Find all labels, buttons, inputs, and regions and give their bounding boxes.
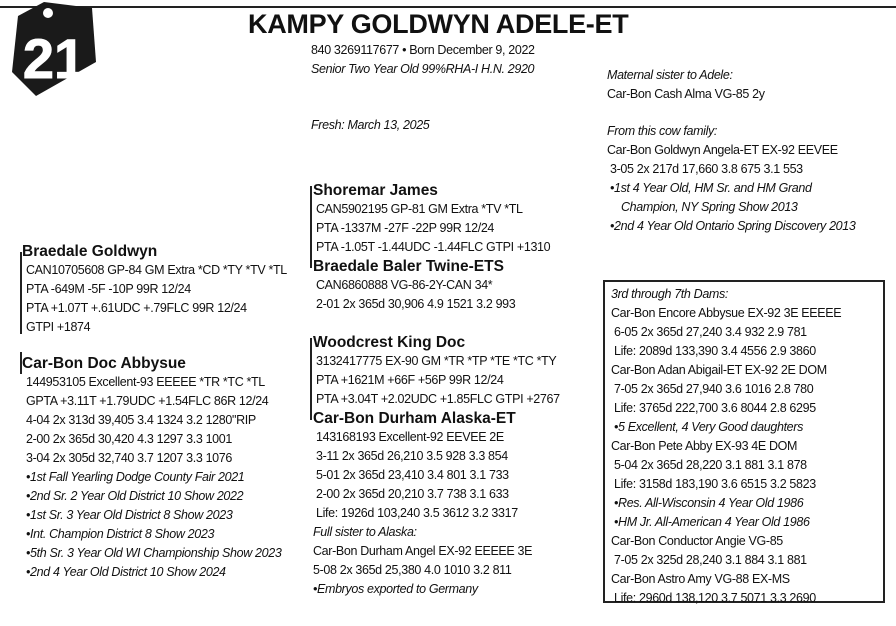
tag-hole	[43, 8, 53, 18]
dam-dam-info: 143168193 Excellent-92 EEVEE 2E	[316, 430, 504, 444]
sire-dam-info: CAN6860888 VG-86-2Y-CAN 34*	[316, 278, 493, 292]
dam-dam-lifetime: Life: 1926d 103,240 3.5 3612 3.2 3317	[316, 506, 518, 520]
dam-note: •1st Fall Yearling Dodge County Fair 2021	[26, 470, 245, 484]
subject-id-born: 840 3269117677 • Born December 9, 2022	[311, 43, 535, 57]
dam-note: •1st Sr. 3 Year Old District 8 Show 2023	[26, 508, 233, 522]
dam-sire-info: PTA +1621M +66F +56P 99R 12/24	[316, 373, 504, 387]
subject-class: Senior Two Year Old 99%RHA-I H.N. 2920	[311, 62, 535, 76]
dam7-name: Car-Bon Astro Amy VG-88 EX-MS	[611, 572, 790, 586]
dam6-name: Car-Bon Conductor Angie VG-85	[611, 534, 783, 548]
maternal-sister-heading: Maternal sister to Adele:	[607, 68, 733, 82]
cow-family-note: •1st 4 Year Old, HM Sr. and HM Grand	[610, 181, 812, 195]
dam5-lifetime: Life: 3158d 183,190 3.6 6515 3.2 5823	[614, 477, 816, 491]
dam-note: •2nd 4 Year Old District 10 Show 2024	[26, 565, 226, 579]
dam5-note: •HM Jr. All-American 4 Year Old 1986	[614, 515, 810, 529]
sire-info: PTA +1.07T +.61UDC +.79FLC 99R 12/24	[26, 301, 247, 315]
full-sister-heading: Full sister to Alaska:	[313, 525, 417, 539]
cow-family-name: Car-Bon Goldwyn Angela-ET EX-92 EEVEE	[607, 143, 838, 157]
ancestral-dams-box	[603, 280, 885, 603]
sire-dam-name: Braedale Baler Twine-ETS	[313, 258, 504, 275]
maternal-sister-name: Car-Bon Cash Alma VG-85 2y	[607, 87, 765, 101]
dam-record: 3-04 2x 305d 32,740 3.7 1207 3.3 1076	[26, 451, 232, 465]
sire-name: Braedale Goldwyn	[22, 243, 158, 260]
lot-tag	[8, 0, 100, 100]
dam-note: •Int. Champion District 8 Show 2023	[26, 527, 215, 541]
sire-info: GTPI +1874	[26, 320, 91, 334]
animal-title: KAMPY GOLDWYN ADELE-ET	[248, 9, 629, 39]
dam-info: GPTA +3.11T +1.79UDC +1.54FLC 86R 12/24	[26, 394, 269, 408]
dam-dam-name: Car-Bon Durham Alaska-ET	[313, 410, 516, 427]
dam-note: •2nd Sr. 2 Year Old District 10 Show 2022	[26, 489, 244, 503]
dam5-record: 5-04 2x 365d 28,220 3.1 881 3.1 878	[614, 458, 807, 472]
full-sister-name: Car-Bon Durham Angel EX-92 EEEEE 3E	[313, 544, 533, 558]
sire-sire-info: PTA -1337M -27F -22P 99R 12/24	[316, 221, 495, 235]
dam-dam-record: 5-01 2x 365d 23,410 3.4 801 3.1 733	[316, 468, 509, 482]
dam4-record: 7-05 2x 365d 27,940 3.6 1016 2.8 780	[614, 382, 814, 396]
cow-family-note: •2nd 4 Year Old Ontario Spring Discovery 2013	[610, 219, 856, 233]
dam5-name: Car-Bon Pete Abby EX-93 4E DOM	[611, 439, 798, 453]
sire-info: PTA -649M -5F -10P 99R 12/24	[26, 282, 191, 296]
dam5-note: •Res. All-Wisconsin 4 Year Old 1986	[614, 496, 804, 510]
sire-sire-name: Shoremar James	[313, 182, 438, 199]
dam3-lifetime: Life: 2089d 133,390 3.4 4556 2.9 3860	[614, 344, 816, 358]
dam-name: Car-Bon Doc Abbysue	[22, 355, 186, 372]
lot-number: 21	[22, 27, 86, 90]
dam-record: 4-04 2x 313d 39,405 3.4 1324 3.2 1280"RIP	[26, 413, 256, 427]
dam3-name: Car-Bon Encore Abbysue EX-92 3E EEEEE	[611, 306, 842, 320]
sire-parents-bracket	[310, 186, 312, 268]
sire-info: CAN10705608 GP-84 GM Extra *CD *TY *TV *TL	[26, 263, 287, 277]
fresh-date: Fresh: March 13, 2025	[311, 118, 430, 132]
cow-family-note: Champion, NY Spring Show 2013	[621, 200, 798, 214]
dam3-record: 6-05 2x 365d 27,240 3.4 932 2.9 781	[614, 325, 807, 339]
dam-info: 144953105 Excellent-93 EEEEE *TR *TC *TL	[26, 375, 265, 389]
cow-family-record: 3-05 2x 217d 17,660 3.8 675 3.1 553	[610, 162, 803, 176]
dam-sire-name: Woodcrest King Doc	[313, 334, 466, 351]
dam-note: •5th Sr. 3 Year Old WI Championship Show 2023	[26, 546, 282, 560]
dam-dam-record: 3-11 2x 365d 26,210 3.5 928 3.3 854	[316, 449, 508, 463]
sire-sire-info: PTA -1.05T -1.44UDC -1.44FLC GTPI +1310	[316, 240, 551, 254]
dam4-lifetime: Life: 3765d 222,700 3.6 8044 2.8 6295	[614, 401, 816, 415]
dam4-note: •5 Excellent, 4 Very Good daughters	[614, 420, 804, 434]
sire-sire-info: CAN5902195 GP-81 GM Extra *TV *TL	[316, 202, 523, 216]
dam-parents-bracket	[310, 338, 312, 420]
full-sister-record: 5-08 2x 365d 25,380 4.0 1010 3.2 811	[313, 563, 512, 577]
top-rule	[0, 6, 896, 8]
ancestral-dams-heading: 3rd through 7th Dams:	[611, 287, 729, 301]
dam-dam-record: 2-00 2x 365d 20,210 3.7 738 3.1 633	[316, 487, 509, 501]
dam4-name: Car-Bon Adan Abigail-ET EX-92 2E DOM	[611, 363, 827, 377]
dam-sire-info: PTA +3.04T +2.02UDC +1.85FLC GTPI +2767	[316, 392, 560, 406]
cow-family-heading: From this cow family:	[607, 124, 718, 138]
dam-record: 2-00 2x 365d 30,420 4.3 1297 3.3 1001	[26, 432, 232, 446]
dam-sire-info: 3132417775 EX-90 GM *TR *TP *TE *TC *TY	[316, 354, 557, 368]
dam6-record: 7-05 2x 325d 28,240 3.1 884 3.1 881	[614, 553, 807, 567]
sire-dam-record: 2-01 2x 365d 30,906 4.9 1521 3.2 993	[316, 297, 516, 311]
dam7-lifetime: Life: 2960d 138,120 3.7 5071 3.3 2690	[614, 591, 816, 605]
embryo-note: •Embryos exported to Germany	[313, 582, 478, 596]
